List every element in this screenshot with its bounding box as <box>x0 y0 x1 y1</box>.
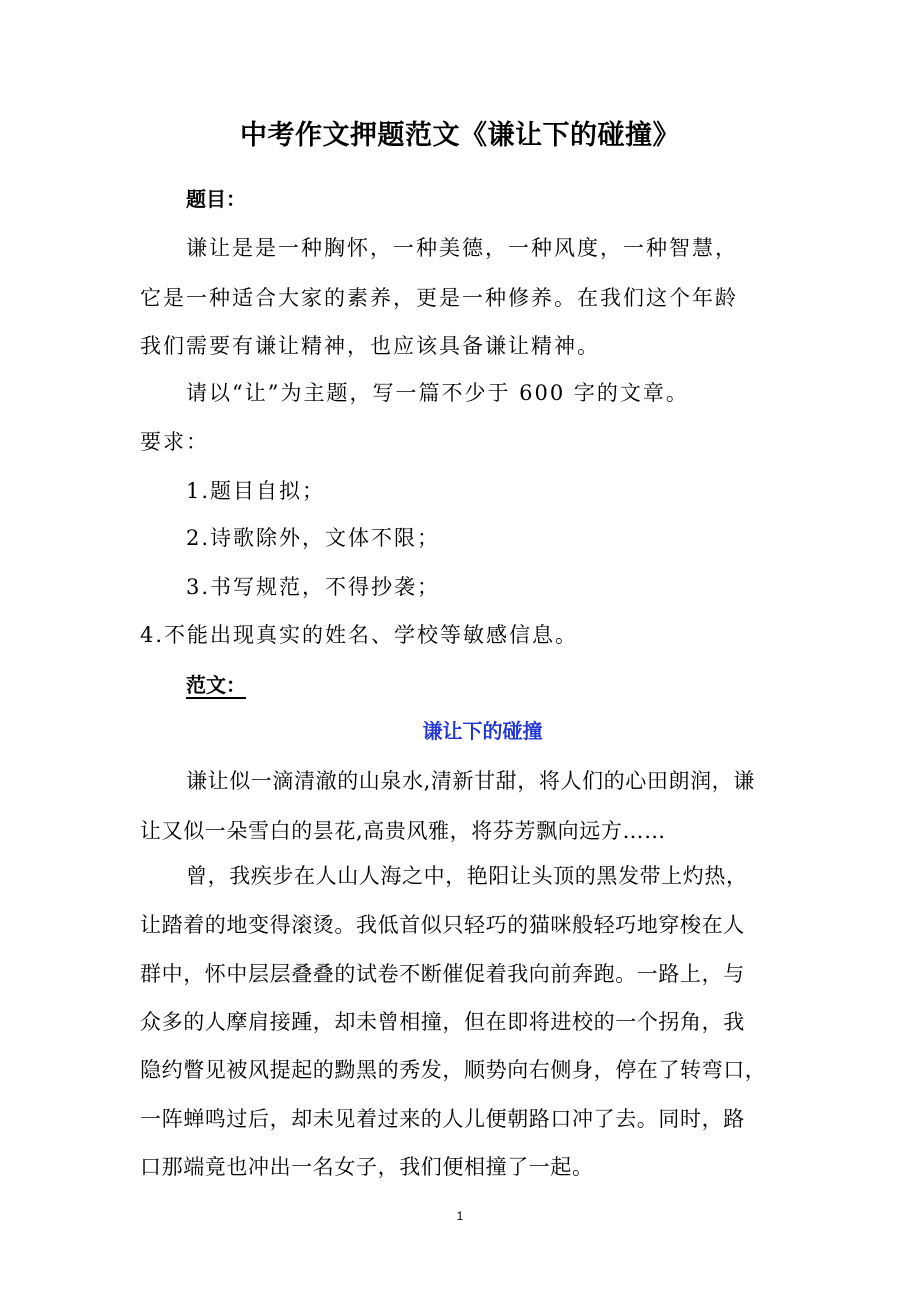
requirement-item: 2.诗歌除外，文体不限； <box>186 526 441 550</box>
sample-label: 范文： <box>186 673 246 697</box>
essay-line: 曾，我疾步在人山人海之中，艳阳让头顶的黑发带上灼热， <box>186 864 748 888</box>
prompt-line: 我们需要有谦让精神，也应该具备谦让精神。 <box>140 334 600 358</box>
requirements-label: 要求： <box>140 430 209 454</box>
requirement-item: 4.不能出现真实的姓名、学校等敏感信息。 <box>140 623 579 647</box>
prompt-line: 它是一种适合大家的素养，更是一种修养。在我们这个年龄 <box>140 286 738 310</box>
essay-line: 口那端竟也冲出一名女子，我们便相撞了一起。 <box>140 1155 594 1179</box>
page-title: 中考作文押题范文《谦让下的碰撞》 <box>240 120 680 151</box>
essay-line: 隐约瞥见被风提起的黝黑的秀发，顺势向右侧身，停在了转弯口， <box>140 1058 767 1082</box>
prompt-line: 请以“让”为主题，写一篇不少于 600 字的文章。 <box>186 381 689 405</box>
essay-title: 谦让下的碰撞 <box>422 719 543 743</box>
prompt-label: 题目： <box>186 187 246 211</box>
essay-line: 一阵蝉鸣过后，却未见着过来的人儿便朝路口冲了去。同时，路 <box>140 1107 745 1131</box>
page-number: 1 <box>456 1209 464 1223</box>
essay-line: 谦让似一滴清澈的山泉水,清新甘甜，将人们的心田朗润，谦 <box>186 769 755 793</box>
essay-line: 众多的人摩肩接踵，却未曾相撞，但在即将进校的一个拐角，我 <box>140 1010 745 1034</box>
prompt-line: 谦让是是一种胸怀，一种美德，一种风度，一种智慧， <box>186 236 738 260</box>
essay-line: 让踏着的地变得滚烫。我低首似只轻巧的猫咪般轻巧地穿梭在人 <box>140 913 745 937</box>
essay-line: 群中，怀中层层叠叠的试卷不断催促着我向前奔跑。一路上，与 <box>140 962 745 986</box>
essay-line: 让又似一朵雪白的昙花,高贵风雅，将芬芳飘向远方…… <box>140 819 666 843</box>
requirement-item: 1.题目自拟； <box>186 479 326 503</box>
requirement-item: 3.书写规范，不得抄袭； <box>186 575 441 599</box>
